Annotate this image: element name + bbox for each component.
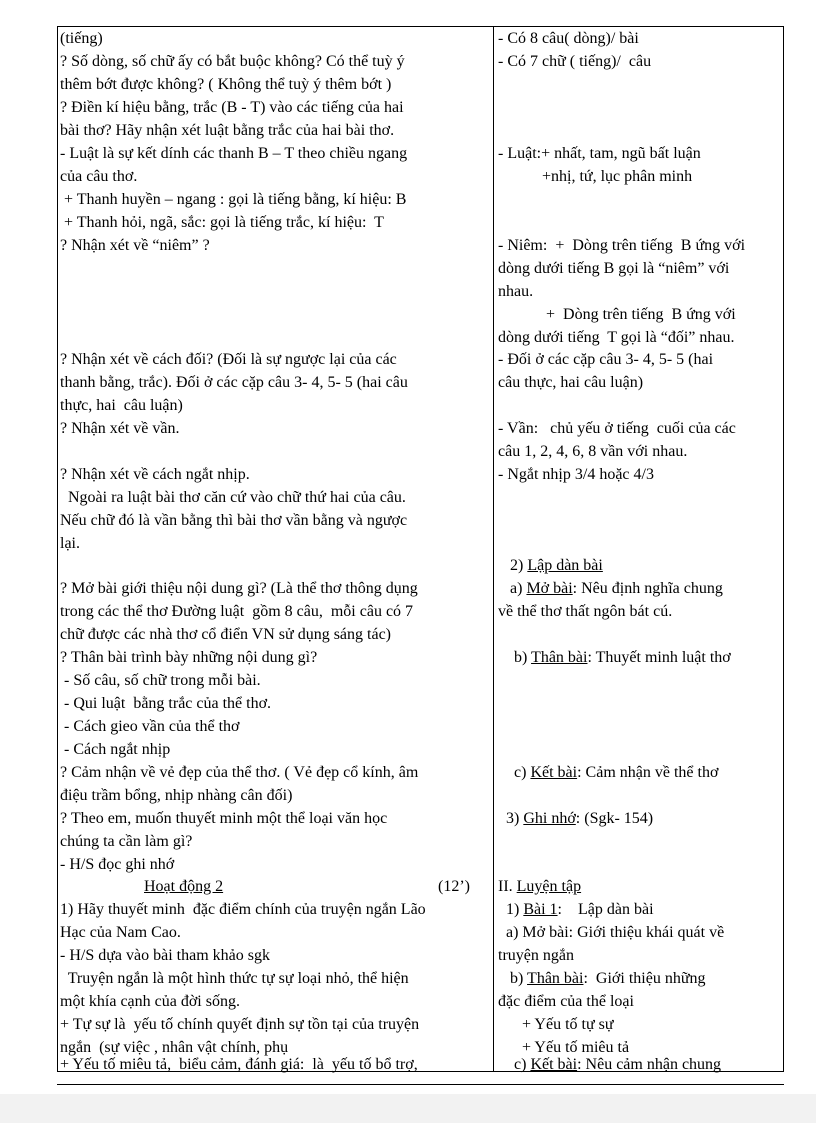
right-heading-line xyxy=(498,945,574,967)
left-text-line: (tiếng) xyxy=(60,30,103,47)
left-text-line: 1) Hãy thuyết minh đặc điểm chính của truyện ngắn Lão xyxy=(60,901,426,918)
right-heading-line xyxy=(498,578,723,600)
activity-heading xyxy=(144,876,223,898)
right-heading-line xyxy=(498,601,672,623)
heading-rest: + Yếu tố tự sự xyxy=(498,1016,614,1033)
left-text-line: - Qui luật bằng trắc của thể thơ. xyxy=(60,695,272,712)
heading-underlined: Luyện tập xyxy=(516,878,582,895)
right-heading-line xyxy=(498,899,654,921)
left-text-line: chúng ta cần làm gì? xyxy=(60,833,193,850)
left-text-line: Hạc của Nam Cao. xyxy=(60,924,181,941)
heading-rest: : Nêu định nghĩa chung xyxy=(572,580,723,597)
heading-prefix: c) xyxy=(498,764,531,781)
heading-rest: truyện ngắn xyxy=(498,947,574,964)
right-text-line: câu 1, 2, 4, 6, 8 vần với nhau. xyxy=(498,443,688,460)
right-heading-line xyxy=(498,922,724,944)
left-text-line: - H/S đọc ghi nhớ xyxy=(60,856,175,873)
heading-underlined: Lập dàn bài xyxy=(527,557,603,574)
left-text-line: chữ được các nhà thơ cổ điển VN sử dụng sáng tác) xyxy=(60,626,391,643)
right-heading-line xyxy=(498,555,603,577)
right-text-line: + Dòng trên tiếng B ứng với xyxy=(498,306,736,323)
right-heading-line xyxy=(498,876,581,898)
left-text-line: - H/S dựa vào bài tham khảo sgk xyxy=(60,947,270,964)
left-text-line: ? Theo em, muốn thuyết minh một thể loại văn học xyxy=(60,810,388,827)
heading-prefix: b) xyxy=(498,970,528,987)
left-text-line: ? Mở bài giới thiệu nội dung gì? (Là thể thơ thông dụng xyxy=(60,580,418,597)
right-text-line: - Có 7 chữ ( tiếng)/ câu xyxy=(498,53,652,70)
right-text-line: - Ngắt nhịp 3/4 hoặc 4/3 xyxy=(498,466,654,483)
heading-prefix: c) xyxy=(498,1056,531,1073)
activity-time: (12’) xyxy=(438,878,470,895)
left-text-line: thực, hai câu luận) xyxy=(60,397,183,414)
heading-rest: đặc điểm của thể loại xyxy=(498,993,634,1010)
left-text-line: - Số câu, số chữ trong mỗi bài. xyxy=(60,672,261,689)
right-text-line: - Vần: chủ yếu ở tiếng cuối của các xyxy=(498,420,736,437)
left-text-line: ? Cảm nhận về vẻ đẹp của thể thơ. ( Vẻ đẹp cổ kính, âm xyxy=(60,764,419,781)
heading-prefix: 2) xyxy=(498,557,528,574)
right-heading-line xyxy=(498,968,705,990)
right-heading-line xyxy=(498,647,731,669)
left-text-line: Nếu chữ đó là vần bằng thì bài thơ vần bằng và ngược xyxy=(60,512,408,529)
heading-underlined: Thân bài xyxy=(527,970,584,987)
heading-underlined: Kết bài xyxy=(530,1056,578,1073)
left-text-line: Truyện ngắn là một hình thức tự sự loại nhỏ, thể hiện xyxy=(60,970,409,987)
right-text-line: +nhị, tứ, lục phân minh xyxy=(498,168,693,185)
left-text-line: ? Nhận xét về vần. xyxy=(60,420,180,437)
left-text-line: của câu thơ. xyxy=(60,168,138,185)
left-text-line: bài thơ? Hãy nhận xét luật bằng trắc của hai bài thơ. xyxy=(60,122,395,139)
heading-rest: : (Sgk- 154) xyxy=(575,810,654,827)
right-text-line: câu thực, hai câu luận) xyxy=(498,374,644,391)
left-text-line: ? Nhận xét về “niêm” ? xyxy=(60,237,210,254)
left-text-line: ? Số dòng, số chữ ấy có bắt buộc không? Có thể tuỳ ý xyxy=(60,53,405,70)
heading-rest: : Giới thiệu những xyxy=(583,970,706,987)
right-heading-line xyxy=(498,1054,721,1076)
left-text-line: điệu trầm bổng, nhịp nhàng cân đối) xyxy=(60,787,293,804)
table-bottom-rule xyxy=(57,1084,784,1085)
heading-underlined: Bài 1 xyxy=(523,901,558,918)
left-text-line: ? Điền kí hiệu bằng, trắc (B - T) vào các tiếng của hai xyxy=(60,99,404,116)
left-text-line: ? Nhận xét về cách ngắt nhịp. xyxy=(60,466,250,483)
left-text-line: lại. xyxy=(60,535,80,552)
left-text-line: + Thanh hỏi, ngã, sắc: gọi là tiếng trắc, kí hiệu: T xyxy=(60,214,384,231)
heading-prefix: 1) xyxy=(498,901,524,918)
left-text-line: thanh bằng, trắc). Đối ở các cặp câu 3- 4, 5- 5 (hai câu xyxy=(60,374,408,391)
left-text-line: thêm bớt được không? ( Không thể tuỳ ý thêm bớt ) xyxy=(60,76,392,93)
right-text-line: - Có 8 câu( dòng)/ bài xyxy=(498,30,639,47)
column-divider xyxy=(493,26,494,1072)
heading-rest: : Thuyết minh luật thơ xyxy=(587,649,731,666)
heading-underlined: Ghi nhớ xyxy=(523,810,576,827)
left-text-line: - Luật là sự kết dính các thanh B – T theo chiều ngang xyxy=(60,145,408,162)
left-text-line: ? Nhận xét về cách đối? (Đối là sự ngược lại của các xyxy=(60,351,397,368)
left-text-line: + Thanh huyền – ngang : gọi là tiếng bằng, kí hiệu: B xyxy=(60,191,407,208)
right-heading-line xyxy=(498,808,653,830)
left-text-line: Ngoài ra luật bài thơ căn cứ vào chữ thứ hai của câu. xyxy=(60,489,406,506)
right-heading-line xyxy=(498,991,634,1013)
left-text-line: - Cách ngắt nhịp xyxy=(60,741,171,758)
right-text-line: nhau. xyxy=(498,283,534,300)
heading-rest: a) Mở bài: Giới thiệu khái quát về xyxy=(498,924,725,941)
right-text-line: dòng dưới tiếng B gọi là “niêm” với xyxy=(498,260,730,277)
heading-rest: + Yếu tố miêu tả xyxy=(498,1039,630,1056)
heading-prefix: II. xyxy=(498,878,517,895)
left-text-line: + Yếu tố miêu tả, biểu cảm, đánh giá: là yếu tố bổ trợ, xyxy=(60,1056,418,1073)
right-text-line: - Luật:+ nhất, tam, ngũ bất luận xyxy=(498,145,701,162)
right-text-line: - Niêm: + Dòng trên tiếng B ứng với xyxy=(498,237,746,254)
heading-rest: : Lập dàn bài xyxy=(557,901,654,918)
heading-prefix: 3) xyxy=(498,810,524,827)
right-heading-line xyxy=(498,1014,614,1036)
heading-rest: : Cảm nhận về thể thơ xyxy=(577,764,719,781)
left-text-line: + Tự sự là yếu tố chính quyết định sự tồn tại của truyện xyxy=(60,1016,420,1033)
heading-underlined: Mở bài xyxy=(526,580,573,597)
right-heading-line xyxy=(498,762,718,784)
right-text-line: - Đối ở các cặp câu 3- 4, 5- 5 (hai xyxy=(498,351,714,368)
heading-rest: về thể thơ thất ngôn bát cú. xyxy=(498,603,673,620)
heading-prefix: b) xyxy=(498,649,532,666)
heading-rest: : Nêu cảm nhận chung xyxy=(577,1056,722,1073)
page-bottom-strip xyxy=(0,1094,816,1123)
heading-underlined: Kết bài xyxy=(530,764,578,781)
left-text-line: trong các thể thơ Đường luật gồm 8 câu, mỗi câu có 7 xyxy=(60,603,414,620)
left-text-line: - Cách gieo vần của thể thơ xyxy=(60,718,240,735)
heading-underlined: Thân bài xyxy=(531,649,588,666)
left-text-line: một khía cạnh của đời sống. xyxy=(60,993,240,1010)
left-text-line: ? Thân bài trình bày những nội dung gì? xyxy=(60,649,318,666)
activity-heading-label: Hoạt động 2 xyxy=(144,878,224,895)
right-text-line: dòng dưới tiếng T gọi là “đối” nhau. xyxy=(498,329,735,346)
heading-prefix: a) xyxy=(498,580,527,597)
left-text-line: ngắn (sự việc , nhân vật chính, phụ xyxy=(60,1039,289,1056)
